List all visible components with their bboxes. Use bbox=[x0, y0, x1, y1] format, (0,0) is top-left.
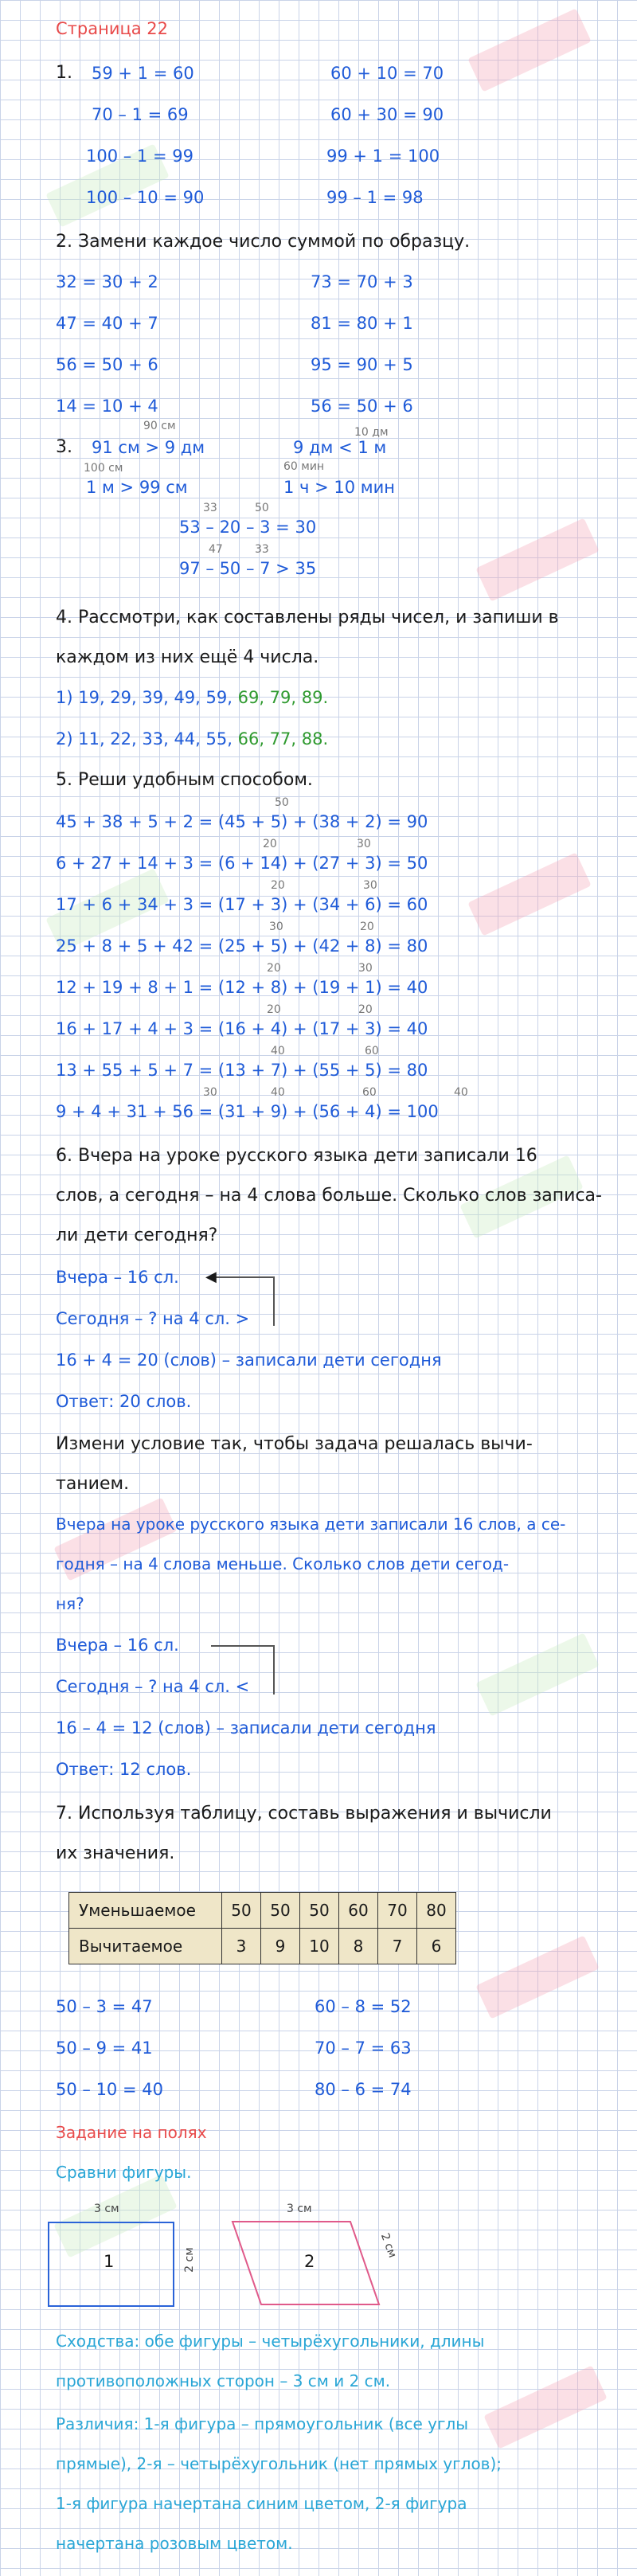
task5-hint: 30 bbox=[358, 962, 373, 975]
figure2-label: 2 bbox=[304, 2252, 315, 2271]
task6-answer: Ответ: 20 слов. bbox=[56, 1392, 192, 1411]
task2-left-3: 14 = 10 + 4 bbox=[56, 397, 158, 416]
task6-change-line2: танием. bbox=[56, 1474, 130, 1494]
task7-title-line2: их значения. bbox=[56, 1843, 175, 1863]
task7-title-line1: 7. Используя таблицу, составь выражения и вычисли bbox=[56, 1804, 552, 1824]
table-cell: 50 bbox=[261, 1893, 300, 1929]
task6-title-line2: слов, а сегодня – на 4 слова больше. Сколько слов записа- bbox=[56, 1186, 602, 1206]
task6-short-today: Сегодня – ? на 4 сл. > bbox=[56, 1309, 250, 1328]
task7-right-0: 60 – 8 = 52 bbox=[315, 1997, 412, 2016]
task5-line-2: 17 + 6 + 34 + 3 = (17 + 3) + (34 + 6) = 60 bbox=[56, 895, 428, 914]
task3-number: 3. bbox=[56, 437, 72, 457]
task5-hint: 20 bbox=[263, 838, 277, 850]
task6-answer-2: Ответ: 12 слов. bbox=[56, 1760, 192, 1779]
watermark bbox=[475, 518, 599, 601]
task6-arrow-head: ◀ bbox=[205, 1268, 217, 1285]
task4-title-line1: 4. Рассмотри, как составлены ряды чисел, и запиши в bbox=[56, 608, 559, 627]
task6-short-yesterday-2: Вчера – 16 сл. bbox=[56, 1636, 179, 1655]
task7-left-1: 50 – 9 = 41 bbox=[56, 2039, 153, 2058]
task5-line-7: 9 + 4 + 31 + 56 = (31 + 9) + (56 + 4) = 100 bbox=[56, 1102, 439, 1121]
task3-hint-1: 100 см bbox=[84, 462, 123, 475]
task4-row1-added: 69, 79, 89. bbox=[237, 688, 329, 707]
margin-task-compare: Сравни фигуры. bbox=[56, 2163, 192, 2182]
figure1-side-label: 2 см bbox=[182, 2247, 196, 2273]
task3-hint-5: 47 bbox=[209, 543, 223, 556]
difference-line2: прямые), 2-я – четырёхугольник (нет прямых углов); bbox=[56, 2454, 502, 2473]
task6-solution-2: 16 – 4 = 12 (слов) – записали дети сегодня bbox=[56, 1718, 436, 1738]
page-title: Страница 22 bbox=[56, 19, 169, 38]
task5-hint: 30 bbox=[269, 921, 283, 933]
task5-hint: 20 bbox=[271, 879, 285, 892]
task7-right-2: 80 – 6 = 74 bbox=[315, 2080, 412, 2099]
task4-row1-given: 1) 19, 29, 39, 49, 59, bbox=[56, 688, 233, 707]
task3-hint-2: 10 дм bbox=[354, 426, 389, 439]
task2-right-1: 81 = 80 + 1 bbox=[311, 314, 413, 333]
figure1-label: 1 bbox=[104, 2252, 115, 2271]
table-cell: 6 bbox=[417, 1929, 456, 1964]
task5-hint: 40 bbox=[271, 1086, 285, 1099]
task5-line-4: 12 + 19 + 8 + 1 = (12 + 8) + (19 + 1) = 40 bbox=[56, 978, 428, 997]
task6-arrow-v bbox=[273, 1276, 275, 1326]
task6-arrow2-v bbox=[273, 1645, 275, 1695]
task5-hint: 20 bbox=[267, 1003, 281, 1016]
task5-line-0: 45 + 38 + 5 + 2 = (45 + 5) + (38 + 2) = 90 bbox=[56, 812, 428, 831]
task6-arrow2-h bbox=[211, 1645, 275, 1647]
task2-title: 2. Замени каждое число суммой по образцу. bbox=[56, 232, 471, 252]
task6-change-line1: Измени условие так, чтобы задача решалась вычи- bbox=[56, 1434, 533, 1454]
task3-hint-7: 50 bbox=[255, 502, 269, 514]
table-cell: 8 bbox=[339, 1929, 378, 1964]
task6-solution: 16 + 4 = 20 (слов) – записали дети сегодня bbox=[56, 1351, 442, 1370]
task7-left-2: 50 – 10 = 40 bbox=[56, 2080, 163, 2099]
table-cell: 70 bbox=[378, 1893, 417, 1929]
task3-line-0: 91 см > 9 дм bbox=[92, 438, 205, 457]
task7-table bbox=[68, 1892, 456, 1964]
task1-left-3: 100 – 10 = 90 bbox=[86, 188, 205, 207]
task5-hint: 60 bbox=[362, 1086, 377, 1099]
task5-hint: 30 bbox=[363, 879, 377, 892]
difference-line4: начертана розовым цветом. bbox=[56, 2534, 293, 2553]
task2-right-3: 56 = 50 + 6 bbox=[311, 397, 413, 416]
task7-right-1: 70 – 7 = 63 bbox=[315, 2039, 412, 2058]
task5-title: 5. Реши удобным способом. bbox=[56, 770, 313, 790]
figure1-top-label: 3 см bbox=[94, 2203, 119, 2215]
difference-line3: 1-я фигура начертана синим цветом, 2-я фигура bbox=[56, 2494, 467, 2513]
task5-hint: 60 bbox=[365, 1045, 379, 1057]
task1-number: 1. bbox=[56, 63, 72, 83]
table-cell: 3 bbox=[222, 1929, 261, 1964]
task4-row2-given: 2) 11, 22, 33, 44, 55, bbox=[56, 729, 233, 749]
task1-right-0: 60 + 10 = 70 bbox=[330, 64, 444, 83]
task4-row2 bbox=[56, 728, 328, 750]
table-cell: 9 bbox=[261, 1929, 300, 1964]
watermark bbox=[475, 1935, 599, 2019]
table-row bbox=[69, 1893, 456, 1929]
task6-short-today-2: Сегодня – ? на 4 сл. < bbox=[56, 1677, 250, 1696]
task3-line-1: 1 м > 99 см bbox=[86, 478, 188, 497]
task6-new-line1: Вчера на уроке русского языка дети записали 16 слов, а се- bbox=[56, 1515, 566, 1534]
task5-hint: 50 bbox=[275, 796, 289, 809]
task7-left-0: 50 – 3 = 47 bbox=[56, 1997, 153, 2016]
watermark bbox=[467, 852, 591, 936]
task1-right-2: 99 + 1 = 100 bbox=[326, 147, 440, 166]
task6-short-yesterday: Вчера – 16 сл. bbox=[56, 1268, 179, 1287]
task5-hint: 40 bbox=[454, 1086, 468, 1099]
watermark bbox=[475, 1632, 599, 1716]
task6-arrow-h bbox=[211, 1276, 275, 1278]
table-cell: 7 bbox=[378, 1929, 417, 1964]
task4-title-line2: каждом из них ещё 4 числа. bbox=[56, 647, 319, 667]
row-label-minuend: Уменьшаемое bbox=[69, 1893, 222, 1929]
task3-line-3: 1 ч > 10 мин bbox=[283, 478, 396, 497]
task5-hint: 30 bbox=[357, 838, 371, 850]
task4-row2-added: 66, 77, 88. bbox=[237, 729, 329, 749]
task1-right-1: 60 + 30 = 90 bbox=[330, 105, 444, 124]
task5-line-6: 13 + 55 + 5 + 7 = (13 + 7) + (55 + 5) = 80 bbox=[56, 1061, 428, 1080]
task1-left-2: 100 – 1 = 99 bbox=[86, 147, 193, 166]
task6-title-line1: 6. Вчера на уроке русского языка дети записали 16 bbox=[56, 1146, 537, 1166]
task1-right-3: 99 – 1 = 98 bbox=[326, 188, 424, 207]
task2-left-1: 47 = 40 + 7 bbox=[56, 314, 158, 333]
task3-hint-3: 60 мин bbox=[283, 460, 325, 473]
table-cell: 10 bbox=[300, 1929, 339, 1964]
task5-hint: 30 bbox=[203, 1086, 217, 1099]
task3-line-4: 53 – 20 – 3 = 30 bbox=[179, 518, 317, 537]
task2-left-2: 56 = 50 + 6 bbox=[56, 355, 158, 374]
task2-right-2: 95 = 90 + 5 bbox=[311, 355, 413, 374]
row-label-subtrahend: Вычитаемое bbox=[69, 1929, 222, 1964]
figure2-top-label: 3 см bbox=[287, 2203, 312, 2215]
task2-left-0: 32 = 30 + 2 bbox=[56, 272, 158, 291]
task1-left-1: 70 – 1 = 69 bbox=[92, 105, 189, 124]
task1-left-0: 59 + 1 = 60 bbox=[92, 64, 194, 83]
task5-line-5: 16 + 17 + 4 + 3 = (16 + 4) + (17 + 3) = 40 bbox=[56, 1019, 428, 1038]
task3-hint-4: 33 bbox=[203, 502, 217, 514]
task4-row1 bbox=[56, 686, 328, 709]
task3-hint-0: 90 см bbox=[143, 420, 176, 432]
task5-line-1: 6 + 27 + 14 + 3 = (6 + 14) + (27 + 3) = 50 bbox=[56, 854, 428, 873]
task5-line-3: 25 + 8 + 5 + 42 = (25 + 5) + (42 + 8) = 80 bbox=[56, 936, 428, 956]
difference-line1: Различия: 1-я фигура – прямоугольник (все углы bbox=[56, 2414, 469, 2433]
task3-hint-6: 33 bbox=[255, 543, 269, 556]
watermark bbox=[467, 8, 591, 92]
table-cell: 80 bbox=[417, 1893, 456, 1929]
task5-hint: 20 bbox=[358, 1003, 373, 1016]
task5-hint: 20 bbox=[360, 921, 374, 933]
margin-task-heading: Задание на полях bbox=[56, 2123, 207, 2142]
task3-line-5: 97 – 50 – 7 > 35 bbox=[179, 559, 317, 578]
task6-new-line3: ня? bbox=[56, 1594, 84, 1613]
task2-right-0: 73 = 70 + 3 bbox=[311, 272, 413, 291]
figure2-side-label: 2 см bbox=[377, 2231, 399, 2260]
table-row bbox=[69, 1929, 456, 1964]
task3-line-2: 9 дм < 1 м bbox=[293, 438, 387, 457]
similarity-line1: Сходства: обе фигуры – четырёхугольники, длины bbox=[56, 2332, 485, 2351]
table-cell: 50 bbox=[300, 1893, 339, 1929]
task6-title-line3: ли дети сегодня? bbox=[56, 1225, 218, 1245]
similarity-line2: противоположных сторон – 3 см и 2 см. bbox=[56, 2371, 391, 2390]
task5-hint: 20 bbox=[267, 962, 281, 975]
task6-new-line2: годня – на 4 слова меньше. Сколько слов дети сегод- bbox=[56, 1554, 510, 1573]
watermark bbox=[483, 2365, 607, 2449]
table-cell: 60 bbox=[339, 1893, 378, 1929]
task5-hint: 40 bbox=[271, 1045, 285, 1057]
table-cell: 50 bbox=[222, 1893, 261, 1929]
